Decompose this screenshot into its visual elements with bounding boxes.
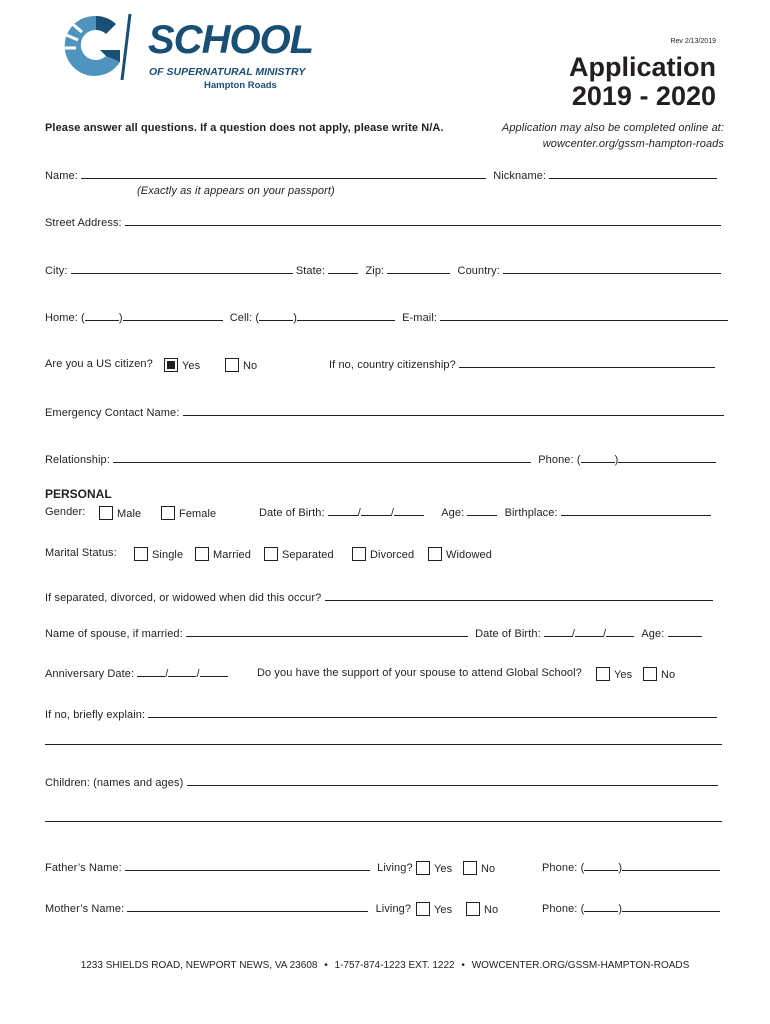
yes-label: Yes	[434, 863, 453, 875]
title-line-2: 2019 - 2020	[571, 81, 716, 111]
cell-area-code-field[interactable]	[259, 311, 293, 321]
separated-checkbox[interactable]	[264, 547, 278, 561]
explain-row	[45, 708, 717, 721]
emergency-field[interactable]	[183, 406, 724, 416]
name-row	[45, 169, 717, 182]
mother-living-label: Living?	[375, 903, 412, 915]
slash: /	[196, 668, 200, 680]
when-occur-row	[45, 591, 713, 604]
female-checkbox[interactable]	[161, 506, 175, 520]
spouse-name-field[interactable]	[186, 627, 468, 637]
mother-yes-checkbox[interactable]	[416, 902, 430, 916]
spouse-dob-label: Date of Birth:	[475, 628, 541, 640]
mother-phone-field[interactable]	[622, 902, 720, 912]
anniversary-row	[45, 667, 228, 680]
mother-row	[45, 902, 411, 915]
married-label: Married	[213, 549, 251, 561]
footer-bullet: •	[461, 960, 465, 971]
logo-subtitle: OF SUPERNATURAL MINISTRY	[149, 66, 306, 78]
dob-day-field[interactable]	[361, 506, 391, 516]
slash: /	[571, 628, 576, 640]
children-field[interactable]	[187, 776, 718, 786]
logo-school-text: SCHOOL	[148, 18, 314, 62]
logo-mark-icon	[56, 10, 140, 82]
revision-date: Rev 2/13/2019	[670, 38, 716, 45]
gender-label: Gender:	[45, 506, 86, 518]
cell-label: Cell: (	[229, 312, 260, 324]
footer-bullet: •	[324, 960, 328, 971]
zip-field[interactable]	[387, 264, 450, 274]
online-note-2: wowcenter.org/gssm-hampton-roads	[542, 138, 724, 150]
relationship-field[interactable]	[113, 453, 531, 463]
dob-label: Date of Birth:	[259, 507, 325, 519]
no-label: No	[481, 863, 496, 875]
father-living-label: Living?	[377, 862, 413, 874]
anniversary-year-field[interactable]	[200, 667, 228, 677]
mother-label: Mother’s Name:	[45, 903, 125, 915]
slash: /	[603, 628, 607, 640]
yes-label: Yes	[434, 904, 453, 916]
state-label: State:	[295, 265, 326, 277]
single-label: Single	[152, 549, 184, 561]
widowed-checkbox[interactable]	[428, 547, 442, 561]
single-checkbox[interactable]	[134, 547, 148, 561]
no-label: No	[243, 360, 258, 372]
marital-single-option[interactable]	[134, 547, 183, 561]
marital-divorced-option[interactable]	[352, 547, 414, 561]
logo-location: Hampton Roads	[204, 80, 277, 91]
support-no-checkbox[interactable]	[643, 667, 657, 681]
age-field[interactable]	[467, 506, 497, 516]
paren: )	[293, 312, 297, 324]
paren: )	[118, 312, 123, 324]
street-field[interactable]	[125, 216, 721, 226]
name-field[interactable]	[81, 169, 486, 179]
street-row	[45, 216, 721, 229]
father-phone-label: Phone: (	[542, 862, 585, 874]
title-line-1: Application	[569, 52, 716, 82]
father-label: Father’s Name:	[45, 862, 122, 874]
spouse-row	[45, 627, 702, 640]
marital-married-option[interactable]	[195, 547, 251, 561]
phone-row	[45, 311, 728, 324]
emergency-area-code-field[interactable]	[581, 453, 615, 463]
father-living-yes-option[interactable]	[416, 861, 452, 875]
logo	[56, 10, 314, 100]
home-area-code-field[interactable]	[85, 311, 119, 321]
slash: /	[165, 668, 169, 680]
father-name-field[interactable]	[125, 861, 370, 871]
spouse-age-label: Age:	[641, 628, 665, 640]
zip-label: Zip:	[365, 265, 385, 277]
mother-living-no-option[interactable]	[466, 902, 498, 916]
father-living-no-option[interactable]	[463, 861, 495, 875]
country-label: Country:	[457, 265, 500, 277]
footer-web: WOWCENTER.ORG/GSSM-HAMPTON-ROADS	[471, 960, 690, 971]
spouse-dob-month-field[interactable]	[544, 627, 572, 637]
footer	[0, 960, 770, 971]
married-checkbox[interactable]	[195, 547, 209, 561]
email-label: E-mail:	[402, 312, 438, 324]
emergency-label: Emergency Contact Name:	[45, 407, 180, 419]
country-field[interactable]	[503, 264, 721, 274]
passport-note: (Exactly as it appears on your passport)	[137, 185, 335, 197]
explain-label: If no, briefly explain:	[45, 709, 146, 721]
state-field[interactable]	[328, 264, 358, 274]
dob-year-field[interactable]	[394, 506, 424, 516]
yes-label: Yes	[182, 360, 201, 372]
father-area-code-field[interactable]	[584, 861, 618, 871]
father-yes-checkbox[interactable]	[416, 861, 430, 875]
street-label: Street Address:	[45, 217, 122, 229]
citizen-no-checkbox[interactable]	[225, 358, 239, 372]
spouse-dob-day-field[interactable]	[575, 627, 603, 637]
support-no-option[interactable]	[643, 667, 675, 681]
mother-living-yes-option[interactable]	[416, 902, 452, 916]
no-label: No	[661, 669, 676, 681]
divorced-checkbox[interactable]	[352, 547, 366, 561]
nickname-label: Nickname:	[493, 170, 547, 182]
paren: )	[618, 903, 623, 915]
relationship-label: Relationship:	[45, 454, 110, 466]
support-yes-option[interactable]	[596, 667, 632, 681]
father-phone-row	[542, 861, 720, 874]
divorced-label: Divorced	[370, 549, 415, 561]
explain-field-line-2[interactable]	[45, 744, 722, 745]
spouse-support-label: Do you have the support of your spouse to attend Global School?	[257, 667, 582, 679]
spouse-dob-year-field[interactable]	[606, 627, 634, 637]
footer-phone: 1-757-874-1223 EXT. 1222	[334, 960, 455, 971]
anniversary-day-field[interactable]	[168, 667, 196, 677]
slash: /	[357, 507, 361, 519]
citizen-yes-checkbox[interactable]	[164, 358, 178, 372]
instructions: Please answer all questions. If a question does not apply, please write N/A.	[45, 122, 444, 134]
paren: )	[614, 454, 619, 466]
citizen-no-option[interactable]	[225, 358, 257, 372]
home-phone-field[interactable]	[123, 311, 223, 321]
mother-area-code-field[interactable]	[584, 902, 618, 912]
relationship-row	[45, 453, 716, 466]
father-row	[45, 861, 413, 874]
birthplace-label: Birthplace:	[504, 507, 558, 519]
birthplace-field[interactable]	[561, 506, 711, 516]
dob-month-field[interactable]	[328, 506, 358, 516]
widowed-label: Widowed	[446, 549, 492, 561]
age-label: Age:	[441, 507, 465, 519]
city-field[interactable]	[71, 264, 293, 274]
children-field-line-2[interactable]	[45, 821, 722, 822]
children-row	[45, 776, 718, 789]
home-label: Home: (	[45, 312, 85, 324]
city-label: City:	[45, 265, 68, 277]
nickname-field[interactable]	[549, 169, 717, 179]
dob-row	[259, 506, 711, 519]
anniversary-month-field[interactable]	[137, 667, 165, 677]
citizenship-row	[329, 358, 715, 371]
email-field[interactable]	[440, 311, 728, 321]
name-label: Name:	[45, 170, 78, 182]
male-label: Male	[117, 508, 142, 520]
citizenship-label: If no, country citizenship?	[329, 359, 456, 371]
father-phone-field[interactable]	[622, 861, 720, 871]
anniversary-label: Anniversary Date:	[45, 668, 135, 680]
spouse-age-field[interactable]	[668, 627, 702, 637]
children-label: Children: (names and ages)	[45, 777, 184, 789]
mother-phone-row	[542, 902, 720, 915]
citizen-yes-option[interactable]	[164, 358, 200, 372]
footer-address: 1233 SHIELDS ROAD, NEWPORT NEWS, VA 23608	[80, 960, 318, 971]
city-row	[45, 264, 721, 277]
male-checkbox[interactable]	[99, 506, 113, 520]
emergency-phone-field[interactable]	[618, 453, 716, 463]
marital-separated-option[interactable]	[264, 547, 334, 561]
yes-label: Yes	[614, 669, 633, 681]
support-yes-checkbox[interactable]	[596, 667, 610, 681]
marital-label: Marital Status:	[45, 547, 117, 559]
marital-widowed-option[interactable]	[428, 547, 492, 561]
cell-phone-field[interactable]	[297, 311, 395, 321]
no-label: No	[484, 904, 499, 916]
mother-no-checkbox[interactable]	[466, 902, 480, 916]
when-occur-field[interactable]	[325, 591, 713, 601]
father-no-checkbox[interactable]	[463, 861, 477, 875]
citizenship-field[interactable]	[459, 358, 715, 368]
section-personal: PERSONAL	[45, 487, 112, 501]
female-label: Female	[179, 508, 217, 520]
us-citizen-label: Are you a US citizen?	[45, 358, 153, 370]
slash: /	[390, 507, 395, 519]
explain-field[interactable]	[148, 708, 717, 718]
online-note-1: Application may also be completed online at:	[501, 122, 724, 134]
mother-name-field[interactable]	[127, 902, 368, 912]
spouse-name-label: Name of spouse, if married:	[45, 628, 183, 640]
when-occur-label: If separated, divorced, or widowed when did this occur?	[45, 592, 322, 604]
emergency-phone-label: Phone: (	[538, 454, 581, 466]
mother-phone-label: Phone: (	[542, 903, 585, 915]
gender-female-option[interactable]	[161, 506, 216, 520]
separated-label: Separated	[282, 549, 334, 561]
emergency-row	[45, 406, 724, 419]
gender-male-option[interactable]	[99, 506, 141, 520]
paren: )	[618, 862, 623, 874]
